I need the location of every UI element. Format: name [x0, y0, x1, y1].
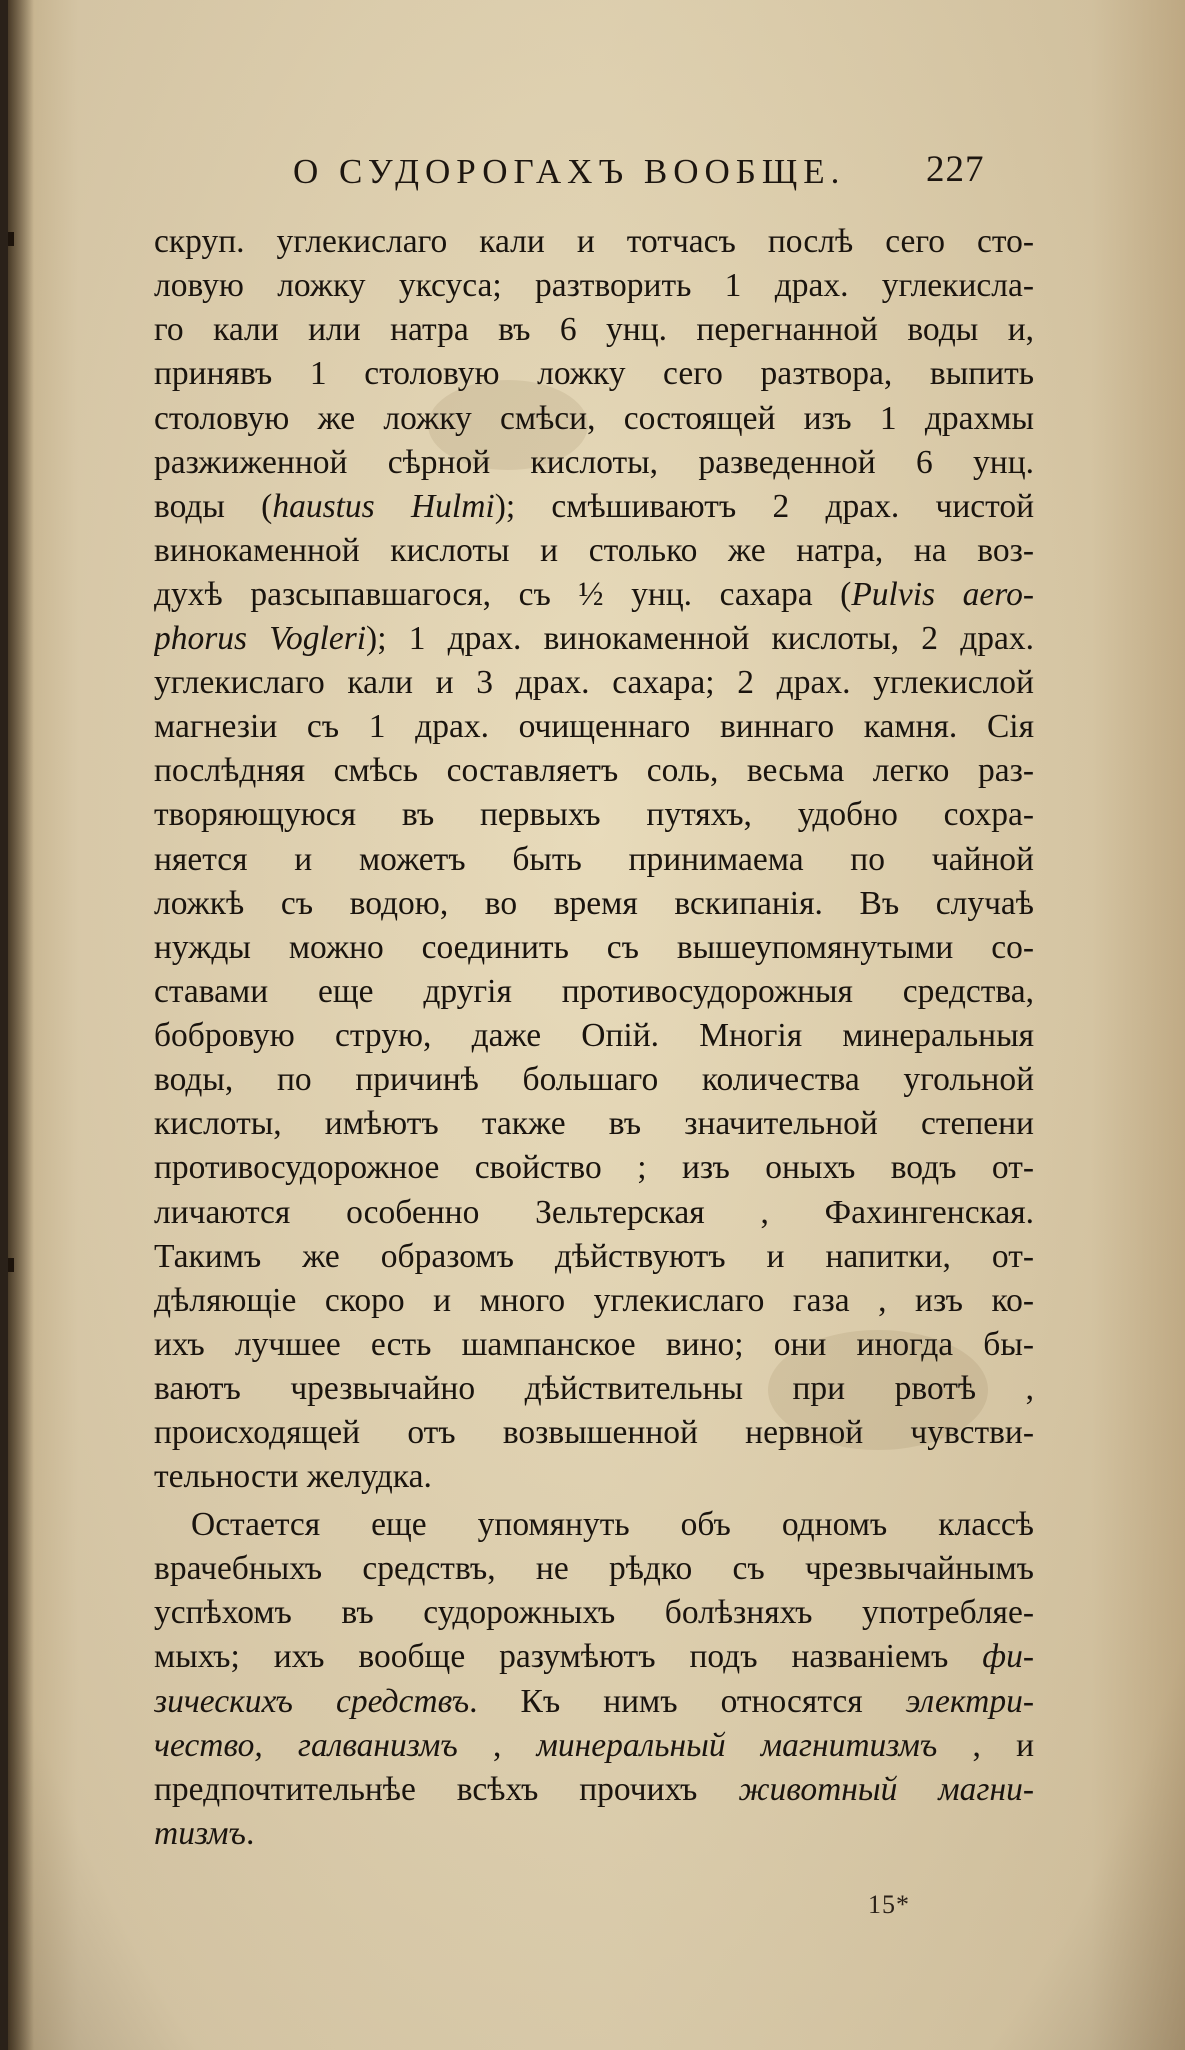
text-run: , и	[937, 1727, 1034, 1764]
italic-term: электри-	[905, 1683, 1034, 1720]
text-line	[154, 529, 1034, 573]
text-run: успѣхомъ въ судорожныхъ болѣзняхъ употребляе-	[154, 1594, 1034, 1631]
text-run: кислоты, имѣютъ также въ значительной степени	[154, 1105, 1034, 1142]
text-run: ); 1 драх. винокаменной кислоты, 2 драх.	[366, 620, 1034, 657]
text-run: дѣляющіе скоро и много углекислаго газа , изъ ко-	[154, 1282, 1034, 1319]
text-run: скруп. углекислаго кали и тотчасъ послѣ сего сто-	[154, 223, 1034, 260]
running-head: О СУДОРОГАХЪ ВООБЩЕ.	[293, 152, 846, 191]
page-number: 227	[926, 149, 985, 190]
italic-term: зическихъ средствъ	[154, 1683, 470, 1720]
text-run: происходящей отъ возвышенной нервной чувстви-	[154, 1414, 1034, 1451]
text-line	[154, 1058, 1034, 1102]
italic-term: фи-	[982, 1638, 1034, 1675]
text-line	[154, 793, 1034, 837]
text-run: воды (	[154, 488, 273, 525]
text-run: ставами еще другія противосудорожныя средства,	[154, 973, 1034, 1010]
text-line	[154, 485, 1034, 529]
text-line	[154, 1768, 1034, 1812]
text-line	[154, 661, 1034, 705]
text-run: тельности желудка.	[154, 1458, 432, 1495]
edge-mark	[8, 232, 14, 246]
italic-term: Pulvis aero-	[851, 576, 1034, 613]
text-line	[154, 1680, 1034, 1724]
text-line	[154, 1547, 1034, 1591]
text-run: ваютъ чрезвычайно дѣйствительны при рвотѣ ,	[154, 1370, 1034, 1407]
text-line	[154, 573, 1034, 617]
text-line	[154, 1146, 1034, 1190]
text-line	[154, 1102, 1034, 1146]
text-line	[154, 1724, 1034, 1768]
spine-shadow	[8, 0, 34, 2050]
text-line	[154, 1411, 1034, 1455]
italic-term: phorus Vogleri	[154, 620, 367, 657]
text-line	[154, 749, 1034, 793]
text-run: духѣ разсыпавшагося, съ ½ унц. сахара (	[154, 576, 852, 613]
text-line	[154, 705, 1034, 749]
text-run: врачебныхъ средствъ, не рѣдко съ чрезвычайнымъ	[154, 1550, 1034, 1587]
text-run: ловую ложку уксуса; разтворить 1 драх. углекисла-	[154, 267, 1034, 304]
italic-term: чество, галванизмъ	[154, 1727, 458, 1764]
text-line	[154, 264, 1034, 308]
text-run: мыхъ; ихъ вообще разумѣютъ подъ названіемъ	[154, 1638, 983, 1675]
italic-term: минеральный магнитизмъ	[536, 1727, 938, 1764]
text-run: противосудорожное свойство ; изъ оныхъ водъ от-	[154, 1149, 1034, 1186]
text-line	[154, 882, 1034, 926]
italic-term: haustus Hulmi	[272, 488, 495, 525]
text-line	[154, 1635, 1034, 1679]
text-line	[154, 1014, 1034, 1058]
text-line	[154, 1279, 1034, 1323]
text-run: Такимъ же образомъ дѣйствуютъ и напитки, от-	[154, 1238, 1034, 1275]
text-run: личаются особенно Зельтерская , Фахингенская.	[154, 1194, 1034, 1231]
text-line	[154, 838, 1034, 882]
text-run: Остается еще упомянуть объ одномъ классѣ	[191, 1506, 1034, 1543]
text-line	[154, 308, 1034, 352]
text-run: столовую же ложку смѣси, состоящей изъ 1 драхмы	[154, 400, 1034, 437]
text-line	[191, 1503, 1034, 1547]
text-line	[154, 1812, 1034, 1856]
text-run: предпочтительнѣе всѣхъ прочихъ	[154, 1771, 739, 1808]
text-line	[154, 352, 1034, 396]
edge-mark	[8, 1258, 14, 1272]
text-run: . Къ нимъ относятся	[469, 1683, 906, 1720]
signature-mark: 15*	[868, 1890, 910, 1919]
text-run: няется и можетъ быть принимаема по чайной	[154, 841, 1034, 878]
text-run: послѣдняя смѣсь составляетъ соль, весьма легко раз-	[154, 752, 1034, 789]
italic-term: тизмъ	[154, 1815, 246, 1852]
text-run: разжиженной сѣрной кислоты, разведенной 6 унц.	[154, 444, 1034, 481]
text-line	[154, 926, 1034, 970]
book-page	[8, 0, 1185, 2050]
text-run: воды, по причинѣ большаго количества угольной	[154, 1061, 1034, 1098]
text-run: .	[245, 1815, 255, 1852]
text-run: принявъ 1 столовую ложку сего разтвора, выпить	[154, 355, 1034, 392]
text-run: ,	[457, 1727, 537, 1764]
text-line	[154, 1191, 1034, 1235]
text-run: творяющуюся въ первыхъ путяхъ, удобно сохра-	[154, 796, 1034, 833]
text-line	[154, 970, 1034, 1014]
text-run: ихъ лучшее есть шампанское вино; они иногда бы-	[154, 1326, 1034, 1363]
text-line	[154, 1235, 1034, 1279]
text-line	[154, 1455, 1034, 1499]
text-run: углекислаго кали и 3 драх. сахара; 2 драх. углекислой	[154, 664, 1034, 701]
text-line	[154, 1323, 1034, 1367]
text-line	[154, 1367, 1034, 1411]
text-run: ); смѣшиваютъ 2 драх. чистой	[494, 488, 1034, 525]
text-run: бобровую струю, даже Опій. Многія минеральныя	[154, 1017, 1034, 1054]
text-line	[154, 617, 1034, 661]
text-run: ложкѣ съ водою, во время вскипанія. Въ случаѣ	[154, 885, 1034, 922]
text-line	[154, 220, 1034, 264]
text-line	[154, 1591, 1034, 1635]
text-run: магнезіи съ 1 драх. очищеннаго виннаго камня. Сія	[154, 708, 1034, 745]
text-run: го кали или натра въ 6 унц. перегнанной воды и,	[154, 311, 1034, 348]
text-run: винокаменной кислоты и столько же натра, на воз-	[154, 532, 1034, 569]
text-run: нужды можно соединить съ вышеупомянутыми со-	[154, 929, 1034, 966]
italic-term: животный магни-	[738, 1771, 1034, 1808]
text-line	[154, 397, 1034, 441]
text-line	[154, 441, 1034, 485]
